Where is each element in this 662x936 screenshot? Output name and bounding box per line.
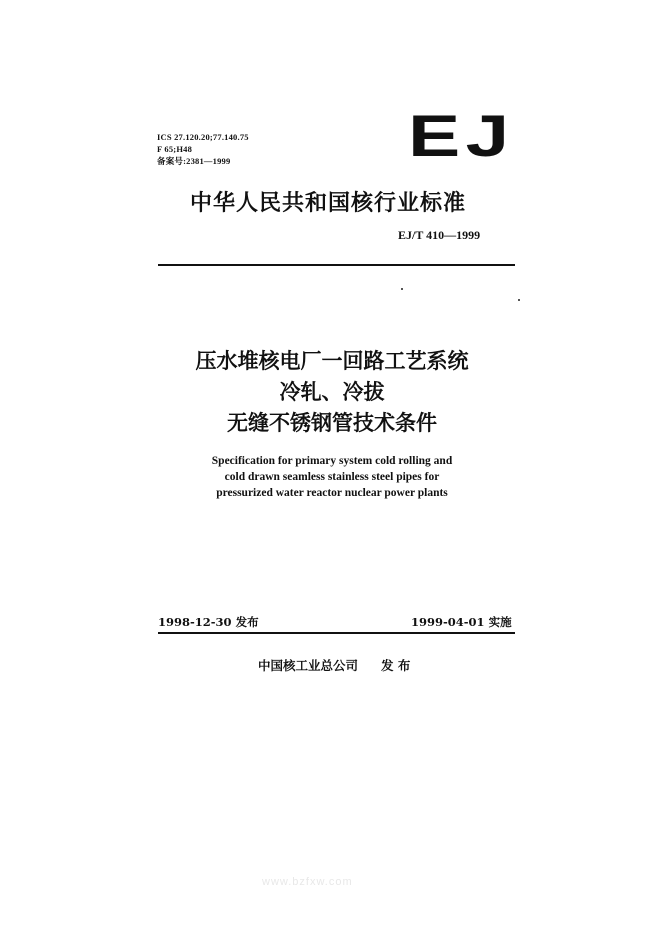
title-cn <box>150 346 514 439</box>
title-en-line-1: Specification for primary system cold rolling and <box>211 455 453 467</box>
issue-date: 1998-12-30 发布 <box>158 615 259 629</box>
title-en-line-2: cold drawn seamless stainless steel pipes for <box>224 471 440 483</box>
title-en <box>180 453 484 501</box>
scan-speck <box>518 299 520 301</box>
ej-logo: EJ <box>408 104 515 169</box>
title-en-line-3: pressurized water reactor nuclear power plants <box>216 487 448 499</box>
standard-code: EJ/T 410—1999 <box>398 228 481 242</box>
title-cn-line-3: 无缝不锈钢管技术条件 <box>227 411 437 435</box>
standard-type-title: 中华人民共和国核行业标准 <box>190 191 467 216</box>
title-cn-line-2: 冷轧、冷拔 <box>279 380 385 404</box>
implementation-date: 1999-04-01 实施 <box>411 615 512 629</box>
title-cn-line-1: 压水堆核电厂一回路工艺系统 <box>195 349 469 373</box>
scan-speck <box>401 288 403 290</box>
publisher-name: 中国核工业总公司 <box>258 658 359 673</box>
publish-label: 发 布 <box>381 658 411 673</box>
bottom-divider <box>158 632 515 634</box>
record-number: 备案号:2381—1999 <box>157 156 231 166</box>
classification-block <box>157 131 249 167</box>
site-watermark: www.bzfxw.com <box>262 876 353 888</box>
ccs-code: F 65;H48 <box>157 144 193 154</box>
top-divider <box>158 264 515 266</box>
ics-code: ICS 27.120.20;77.140.75 <box>157 132 249 142</box>
